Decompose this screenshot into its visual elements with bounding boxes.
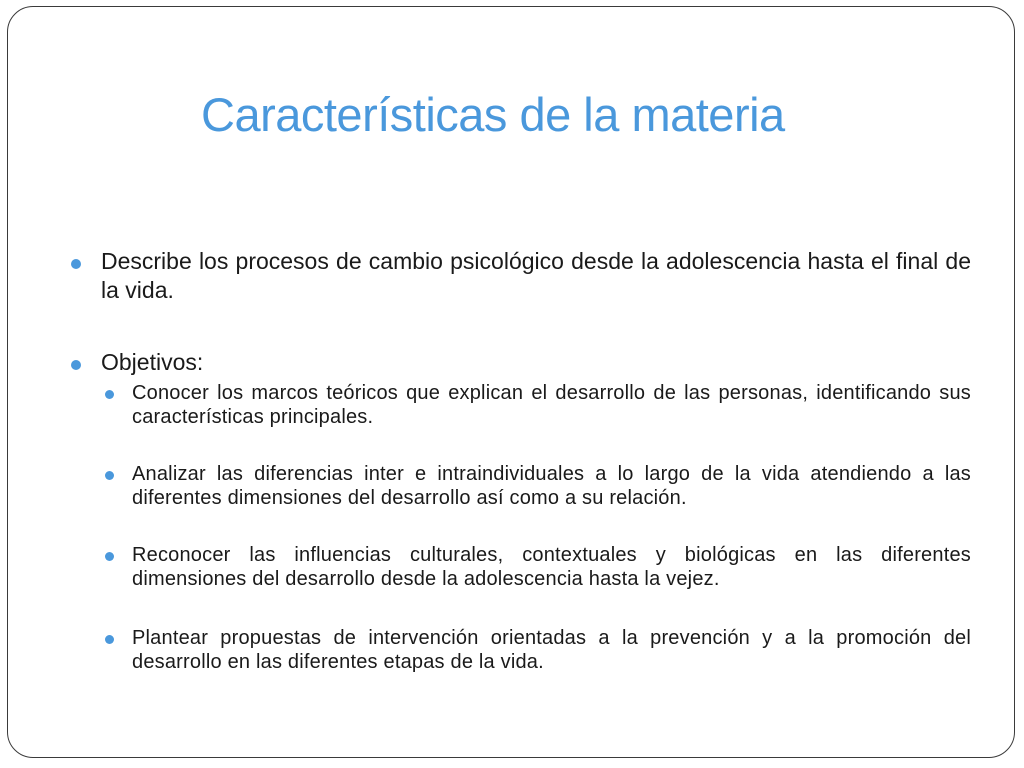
bullet-dot-icon	[105, 390, 114, 399]
sub-bullet-text: Plantear propuestas de intervención orientadas a la prevención y a la promoción del desarrollo en las diferentes etapas de la vida.	[132, 627, 971, 673]
slide-title: Características de la materia	[201, 88, 785, 141]
sub-bullet-item	[98, 381, 971, 429]
bullet-text: Objetivos:	[101, 349, 204, 375]
bullet-dot-icon	[71, 259, 81, 269]
bullet-dot-icon	[105, 635, 114, 644]
sub-bullet-item	[98, 626, 971, 674]
bullet-text: Describe los procesos de cambio psicológico desde la adolescencia hasta el final de la vida.	[101, 248, 971, 303]
bullet-dot-icon	[71, 360, 81, 370]
sub-bullet-item	[98, 543, 971, 591]
slide	[7, 6, 1015, 758]
bullet-item-objectives	[68, 348, 971, 377]
sub-bullet-text: Analizar las diferencias inter e intraindividuales a lo largo de la vida atendiendo a las diferentes dimensiones del desarrollo así como a su relación.	[132, 463, 971, 509]
bullet-dot-icon	[105, 471, 114, 480]
bullet-item-description	[68, 247, 971, 305]
bullet-list	[68, 247, 971, 674]
bullet-dot-icon	[105, 552, 114, 561]
sub-bullet-text: Reconocer las influencias culturales, contextuales y biológicas en las diferentes dimensiones del desarrollo desde la adolescencia hasta la vejez.	[132, 544, 971, 590]
sub-bullet-text: Conocer los marcos teóricos que explican el desarrollo de las personas, identificando sus características principales.	[132, 382, 971, 428]
sub-bullet-item	[98, 462, 971, 510]
